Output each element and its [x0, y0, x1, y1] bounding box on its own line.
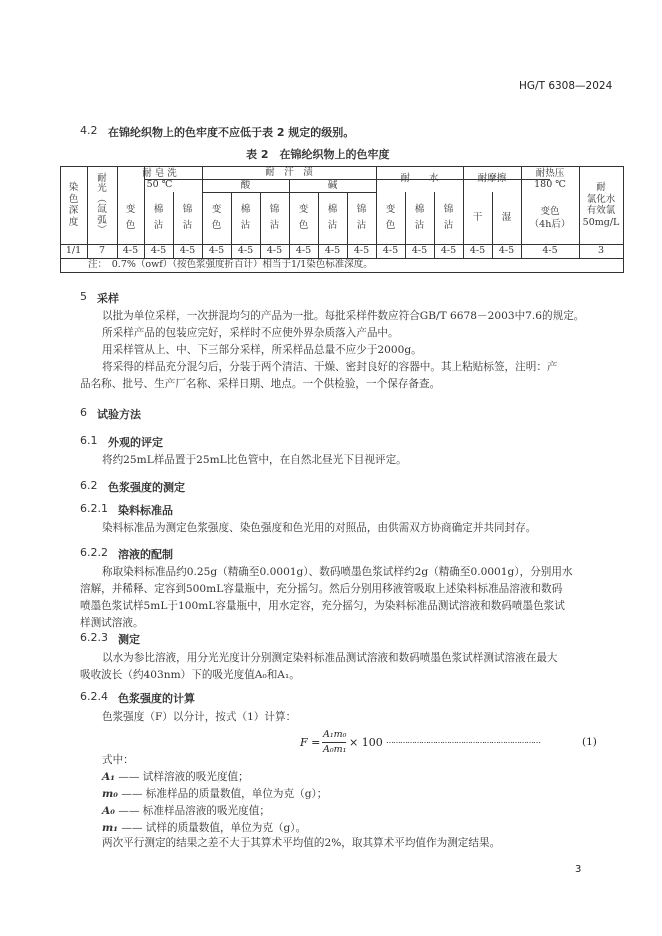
header-rubbing: 耐摩擦 [477, 173, 507, 185]
sub-alkali-change: 变 色 [298, 204, 309, 231]
colorfastness-table [60, 166, 624, 272]
table-cell: 4-5 [266, 245, 283, 257]
table-cell: 4-5 [295, 245, 312, 257]
sec5-paragraph-4a: 将采得的样品充分混匀后，分装于两个清洁、干燥、密封良好的容器中。其上粘贴标签，注明：产 [102, 361, 558, 373]
formula-rhs: × 100 [349, 736, 383, 749]
table-cell: 4-5 [353, 245, 370, 257]
page-number: 3 [575, 864, 582, 875]
table-cell: 4-5 [179, 245, 196, 257]
header-soap: 耐 皂 洗 50 ℃ [142, 167, 177, 190]
section-6-number: 6 [80, 406, 87, 419]
section-6-title: 试验方法 [97, 408, 141, 421]
sec623-paragraph-2: 吸收波长（约403nm）下的吸光度值A₀和A₁。 [80, 669, 300, 681]
sub-rub-wet: 湿 [501, 212, 512, 224]
section-5-number: 5 [80, 290, 87, 303]
sub-heat-change: 变色 （4h后） [529, 206, 571, 230]
table-cell: 4-5 [440, 245, 457, 257]
sec61-paragraph: 将约25mL样品置于25mL比色管中，在自然北昼光下目视评定。 [102, 454, 407, 466]
header-hot-press: 耐热压 180 ℃ [534, 167, 566, 190]
closing-paragraph: 两次平行测定的结果之差不大于其算术平均值的2%，取其算术平均值作为测定结果。 [102, 837, 501, 849]
table-cell: 4-5 [382, 245, 399, 257]
sub-soap-cotton: 棉 沾 [153, 204, 164, 231]
header-light-fastness: 耐 光 ︵ 氙 弧 ︶ [97, 172, 107, 236]
header-water: 耐 水 [400, 173, 439, 185]
fraction-bar [322, 742, 346, 743]
definition-row [102, 769, 249, 786]
sec622-paragraph-2: 溶解，并稀释、定容到500mL容量瓶中，充分摇匀。然后分别用移液管吸取上述染料标准品溶液和数码 [80, 583, 563, 595]
section-6-2-2-title: 溶液的配制 [118, 548, 173, 561]
sec623-paragraph-1: 以水为参比溶液，用分光光度计分别测定染料标准品测试溶液和数码喷墨色浆试样测试溶液在最大 [102, 652, 558, 664]
formula-1 [300, 728, 600, 758]
sub-water-change: 变 色 [385, 204, 396, 231]
header-chlorine: 耐 氯化水 有效氯 50mg/L [582, 182, 620, 228]
table-cell: 4-5 [208, 245, 225, 257]
section-6-1-title: 外观的评定 [108, 436, 163, 449]
section-6-2-title: 色浆强度的测定 [108, 481, 185, 494]
sec622-paragraph-4: 样测试溶液。 [80, 617, 144, 629]
sub-soap-nylon: 锦 沾 [182, 204, 193, 231]
sec5-paragraph-4b: 品名称、批号、生产厂名称、采样日期、地点。一个供检验，一个保存备查。 [80, 378, 441, 390]
section-6-2-1-number: 6.2.1 [80, 502, 108, 515]
sec5-paragraph-3: 用采样管从上、中、下三部分采样，所采样品总量不应少于2000g。 [102, 344, 422, 356]
where-label: 式中： [102, 754, 134, 766]
table-cell: 4-5 [469, 245, 486, 257]
header-alkali: 碱 [327, 179, 338, 191]
formula-numerator: A₁m₀ [323, 729, 347, 740]
sub-rub-dry: 干 [472, 212, 483, 224]
section-6-2-number: 6.2 [80, 479, 98, 492]
table-cell: 4-5 [542, 245, 558, 257]
sub-acid-nylon: 锦 沾 [269, 204, 280, 231]
table-cell: 4-5 [150, 245, 167, 257]
table-cell: 4-5 [411, 245, 428, 257]
sub-water-cotton: 棉 沾 [414, 204, 425, 231]
formula-denominator: A₀m₁ [323, 744, 347, 755]
table-note: 注： 0.7%（owf）（按色浆强度折百计）相当于1/1染色标准深度。 [88, 259, 373, 271]
table-cell: 4-5 [498, 245, 515, 257]
section-6-2-4-title: 色浆强度的计算 [118, 692, 195, 705]
section-6-2-1-title: 染料标准品 [118, 504, 173, 517]
definition-text: —— 试样溶液的吸光度值； [118, 771, 249, 783]
definition-row [102, 803, 270, 820]
sub-alkali-nylon: 锦 沾 [356, 204, 367, 231]
sub-acid-change: 变 色 [211, 204, 222, 231]
section-6-2-2-number: 6.2.2 [80, 546, 108, 559]
definition-text: —— 试样的质量数值，单位为克（g）。 [121, 822, 307, 834]
definition-symbol: A₁ [102, 771, 115, 783]
sub-water-nylon: 锦 沾 [443, 204, 454, 231]
definition-symbol: m₀ [102, 788, 118, 800]
section-4-2-number: 4.2 [80, 124, 98, 137]
header-dyeing-depth: 染 色 深 度 [68, 182, 79, 228]
definition-text: —— 标准样品溶液的吸光度值； [118, 805, 270, 817]
definition-text: —— 标准样品的质量数值，单位为克（g）； [121, 788, 328, 800]
sec622-paragraph-3: 喷墨色浆试样5mL于100mL容量瓶中，用水定容，充分摇匀，为染料标准品测试溶液和数码喷墨色浆试 [80, 600, 565, 612]
table-cell: 1/1 [65, 245, 82, 257]
table-title: 表 2 在锦纶织物上的色牢度 [246, 148, 390, 161]
sec624-intro: 色浆强度（F）以分计，按式（1）计算： [102, 711, 297, 723]
definition-row [102, 786, 327, 803]
sub-acid-cotton: 棉 沾 [240, 204, 251, 231]
header-acid: 酸 [240, 179, 251, 191]
section-5-title: 采样 [97, 292, 119, 305]
standard-code: HG/T 6308—2024 [519, 80, 613, 92]
formula-lhs: F = [300, 736, 321, 749]
definition-symbol: A₀ [102, 805, 115, 817]
section-4-2-text: 在锦纶织物上的色牢度不应低于表 2 规定的级别。 [108, 126, 355, 139]
sec622-paragraph-1: 称取染料标准品约0.25g（精确至0.0001g）、数码喷墨色浆试样约2g（精确至0.0001g），分别用水 [102, 566, 573, 578]
sub-alkali-cotton: 棉 沾 [327, 204, 338, 231]
table-cell: 4-5 [237, 245, 254, 257]
section-6-2-3-number: 6.2.3 [80, 631, 108, 644]
section-6-2-3-title: 测定 [118, 633, 140, 646]
table-cell: 4-5 [324, 245, 341, 257]
header-sweat: 耐 汗 渍 [265, 166, 313, 178]
table-cell: 4-5 [122, 245, 139, 257]
table-cell: 3 [597, 245, 605, 257]
sec621-paragraph: 染料标准品为测定色浆强度、染色强度和色光用的对照品，由供需双方协商确定并共同封存。 [102, 522, 537, 534]
sec5-paragraph-2: 所采样产品的包装应完好，采样时不应使外界杂质落入产品中。 [102, 327, 399, 339]
section-6-2-4-number: 6.2.4 [80, 690, 108, 703]
section-6-1-number: 6.1 [80, 434, 98, 447]
formula-number: (1) [582, 736, 597, 748]
definition-symbol: m₁ [102, 822, 118, 834]
table-cell: 7 [98, 245, 106, 257]
sec5-paragraph-1: 以批为单位采样，一次拼混均匀的产品为一批。每批采样件数应符合GB/T 6678－2003中7.6的规定。 [102, 310, 585, 322]
formula-leader-dots: ………………………………………………………… [386, 736, 540, 745]
sub-soap-change: 变 色 [125, 204, 136, 231]
